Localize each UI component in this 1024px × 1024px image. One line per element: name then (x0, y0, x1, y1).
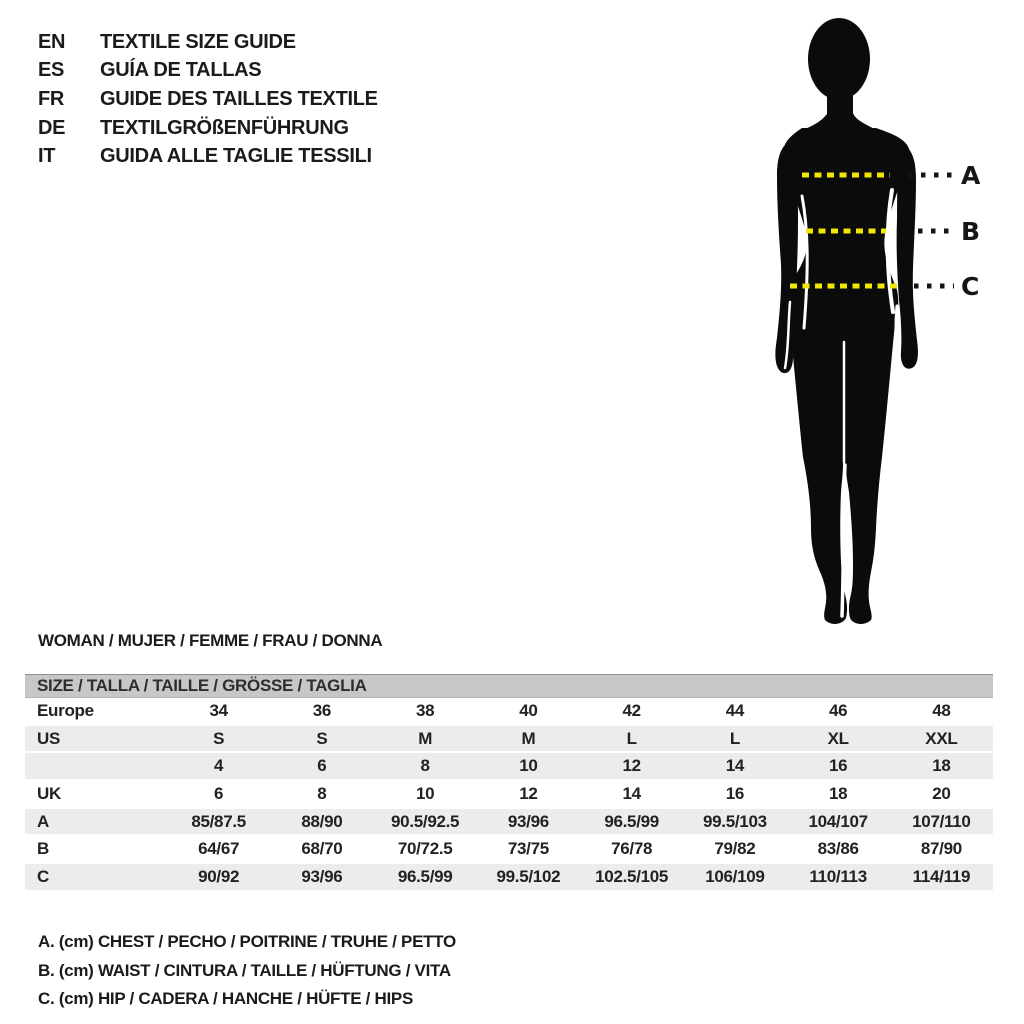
size-cell: 99.5/103 (702, 811, 767, 831)
size-cell: 110/113 (809, 866, 867, 886)
size-cell: 114/119 (912, 866, 971, 886)
marker-label-c: C (961, 272, 980, 301)
size-cell: 6 (214, 783, 224, 803)
size-cell: 90/92 (198, 866, 240, 886)
size-cell: 96.5/99 (604, 811, 659, 831)
size-cell: 8 (317, 783, 327, 803)
size-cell: 46 (828, 700, 848, 720)
table-row (25, 698, 993, 726)
size-cell: M (418, 728, 433, 748)
size-cell: 36 (312, 700, 332, 720)
language-title-list (38, 28, 378, 171)
section-title: WOMAN / MUJER / FEMME / FRAU / DONNA (38, 631, 383, 650)
language-row (38, 85, 378, 114)
table-row (25, 864, 993, 892)
size-cell: 12 (519, 783, 538, 803)
language-code: FR (38, 87, 65, 110)
size-cell: 8 (420, 756, 430, 776)
size-cell: 107/110 (912, 811, 971, 831)
size-cell: 83/86 (817, 839, 859, 859)
size-cell: 40 (519, 700, 538, 720)
language-row (38, 57, 378, 86)
size-cell: 20 (932, 783, 951, 803)
size-cell: 73/75 (507, 839, 549, 859)
legend-item: B. (cm) WAIST / CINTURA / TAILLE / HÜFTUNG / VITA (38, 960, 451, 980)
row-label: US (37, 728, 61, 748)
size-cell: 10 (415, 783, 435, 803)
language-title: TEXTILE SIZE GUIDE (100, 30, 296, 53)
size-cell: 102.5/105 (595, 866, 669, 886)
size-cell: 48 (932, 700, 951, 720)
language-row (38, 142, 378, 171)
size-table (25, 674, 993, 892)
language-code: EN (38, 30, 66, 53)
size-cell: 85/87.5 (191, 811, 246, 831)
marker-label-a: A (961, 161, 981, 190)
table-row (25, 781, 993, 809)
size-cell: 44 (725, 700, 745, 720)
size-cell: 18 (828, 783, 848, 803)
table-row (25, 836, 993, 864)
row-label: Europe (37, 700, 94, 720)
size-cell: XXL (925, 728, 958, 748)
row-label: B (37, 839, 49, 859)
silhouette-svg (740, 10, 1024, 630)
language-title: TEXTILGRÖßENFÜHRUNG (100, 116, 349, 139)
size-cell: 93/96 (301, 866, 343, 886)
size-cell: 16 (725, 783, 745, 803)
size-cell: 79/82 (714, 839, 756, 859)
row-label (25, 753, 167, 779)
size-cell: S (316, 728, 328, 748)
measurement-legend (38, 928, 456, 1013)
size-cell: S (213, 728, 225, 748)
marker-label-b: B (961, 217, 980, 246)
size-cell: L (729, 728, 740, 748)
legend-item: A. (cm) CHEST / PECHO / POITRINE / TRUHE / PETTO (38, 932, 456, 952)
size-cell: 96.5/99 (397, 866, 453, 886)
table-row (25, 753, 993, 781)
size-table-header: SIZE / TALLA / TAILLE / GRÖSSE / TAGLIA (25, 674, 993, 698)
size-cell: 90.5/92.5 (391, 811, 460, 831)
size-cell: 93/96 (507, 811, 549, 831)
size-cell: 34 (209, 700, 228, 720)
language-title: GUIDA ALLE TAGLIE TESSILI (100, 145, 372, 168)
language-title: GUIDE DES TAILLES TEXTILE (100, 87, 378, 110)
size-cell: 14 (725, 756, 745, 776)
language-code: IT (38, 145, 56, 168)
size-cell: 99.5/102 (496, 866, 561, 886)
size-cell: 70/72.5 (397, 839, 453, 859)
language-title: GUÍA DE TALLAS (100, 59, 262, 82)
size-cell: 14 (622, 783, 641, 803)
size-cell: 16 (828, 756, 848, 776)
size-cell: L (626, 728, 637, 748)
language-row (38, 114, 378, 143)
size-cell: 12 (622, 756, 641, 776)
size-table-rows (25, 698, 993, 892)
size-cell: 88/90 (301, 811, 343, 831)
size-cell: 106/109 (705, 866, 765, 886)
size-cell: 18 (932, 756, 951, 776)
size-cell: 68/70 (301, 839, 343, 859)
woman-silhouette-figure (740, 10, 1024, 630)
size-cell: 42 (622, 700, 641, 720)
language-code: ES (38, 59, 65, 82)
table-row (25, 809, 993, 837)
size-cell: 64/67 (198, 839, 240, 859)
size-cell: 104/107 (808, 811, 868, 831)
legend-item: C. (cm) HIP / CADERA / HANCHE / HÜFTE / HIPS (38, 988, 414, 1008)
size-cell: 4 (214, 756, 224, 776)
row-label: UK (37, 783, 61, 803)
language-row (38, 28, 378, 57)
size-cell: 6 (317, 756, 327, 776)
size-cell: M (521, 728, 536, 748)
row-label: A (37, 811, 49, 831)
size-cell: 10 (519, 756, 538, 776)
size-cell: 38 (415, 700, 435, 720)
table-row (25, 726, 993, 754)
row-label: C (37, 866, 49, 886)
size-cell: XL (827, 728, 849, 748)
size-cell: 87/90 (920, 839, 962, 859)
size-cell: 76/78 (611, 839, 653, 859)
language-code: DE (38, 116, 66, 139)
